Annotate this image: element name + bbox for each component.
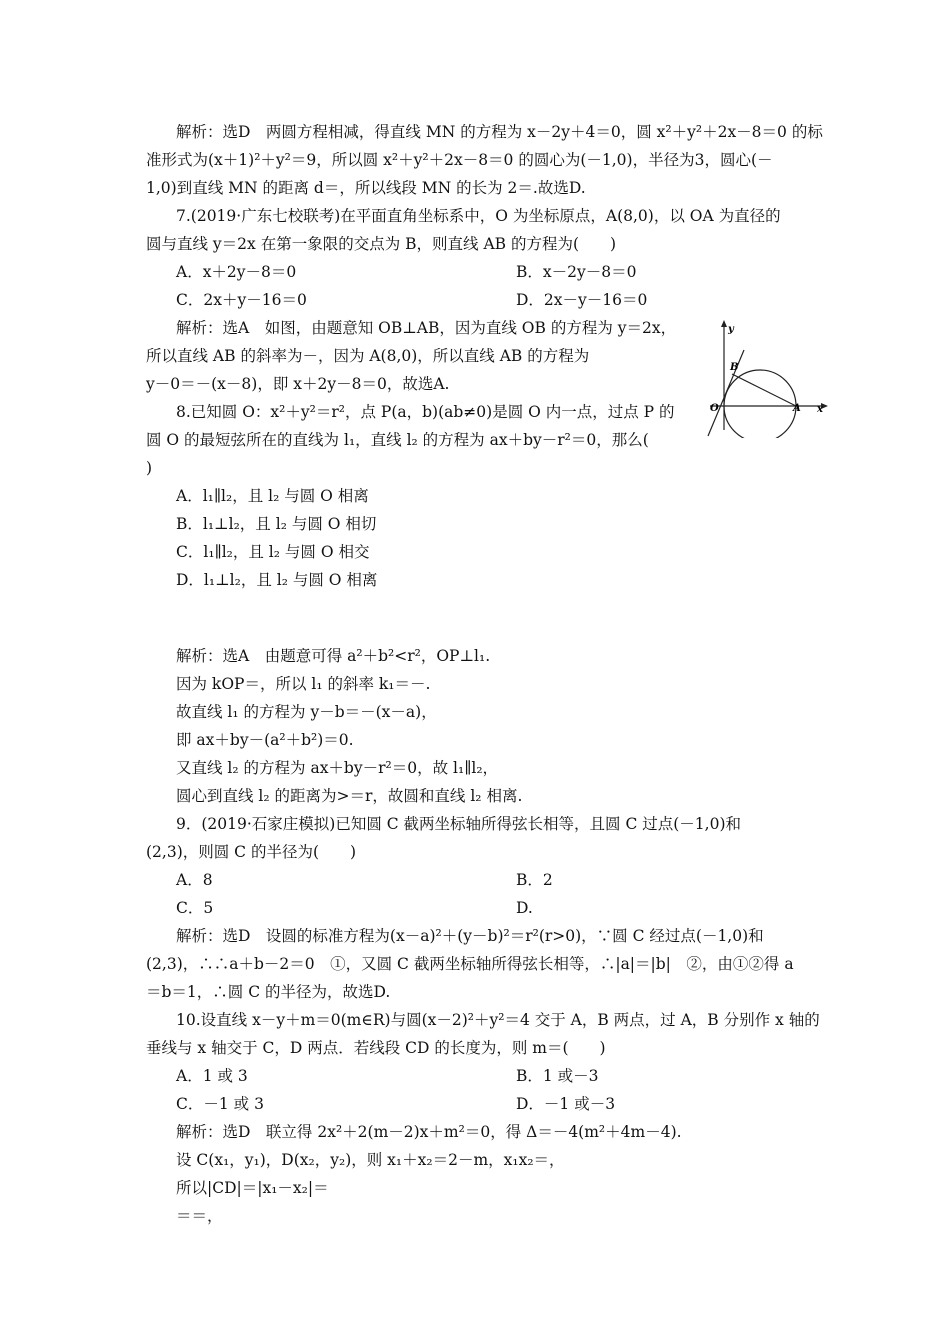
text-line: 解析：选D 设圆的标准方程为(x－a)²＋(y－b)²＝r²(r>0)，∵圆 C 经过点(－1,0)和	[176, 927, 764, 945]
figure-label: O	[710, 403, 719, 414]
option: D.	[516, 899, 533, 917]
option: A．l₁∥l₂，且 l₂ 与圆 O 相离	[176, 487, 369, 505]
option: C．l₁∥l₂，且 l₂ 与圆 O 相交	[176, 543, 370, 561]
option: C．2x＋y－16＝0	[176, 291, 307, 309]
option: B．2	[516, 871, 553, 889]
text-line: 故直线 l₁ 的方程为 y－b＝－(x－a)，	[176, 703, 437, 721]
text-line: 8.已知圆 O：x²＋y²＝r²，点 P(a，b)(ab≠0)是圆 O 内一点，过点 P 的	[176, 403, 675, 421]
option: A．x＋2y－8＝0	[176, 263, 297, 281]
text-line: )	[146, 459, 153, 477]
text-line: 解析：选D 联立得 2x²＋2(m－2)x＋m²＝0，得 Δ＝－4(m²＋4m－4).	[176, 1123, 682, 1141]
text-line: 设 C(x₁，y₁)，D(x₂，y₂)，则 x₁＋x₂＝2－m，x₁x₂＝，	[176, 1151, 565, 1169]
option: C．－1 或 3	[176, 1095, 264, 1113]
option: D．2x－y－16＝0	[516, 291, 648, 309]
text-line: (2,3)，∴∴a＋b－2＝0 ①，又圆 C 截两坐标轴所得弦长相等，∴|a|＝|b| ②，由①②得 a	[146, 955, 794, 973]
text-line: 1,0)到直线 MN 的距离 d＝，所以线段 MN 的长为 2＝.故选D.	[146, 179, 586, 197]
text-line: 所以|CD|＝|x₁－x₂|＝	[176, 1179, 329, 1197]
text-line: 圆与直线 y＝2x 在第一象限的交点为 B，则直线 AB 的方程为( )	[146, 235, 617, 253]
option: D．l₁⊥l₂，且 l₂ 与圆 O 相离	[176, 571, 378, 589]
text-line: 即 ax＋by－(a²＋b²)＝0.	[176, 731, 354, 749]
text-line: (2,3)，则圆 C 的半径为( )	[146, 843, 357, 861]
geometry-figure	[690, 318, 830, 438]
option: B．l₁⊥l₂，且 l₂ 与圆 O 相切	[176, 515, 377, 533]
option: C．5	[176, 899, 214, 917]
text-line: 解析：选A 如图，由题意知 OB⊥AB，因为直线 OB 的方程为 y＝2x，	[176, 319, 677, 337]
text-line: ＝b＝1，∴圆 C 的半径为，故选D.	[146, 983, 391, 1001]
text-line: 因为 kOP＝，所以 l₁ 的斜率 k₁＝－.	[176, 675, 431, 693]
text-line: 10.设直线 x－y＋m＝0(m∈R)与圆(x－2)²＋y²＝4 交于 A，B 两点，过 A，B 分别作 x 轴的	[176, 1011, 820, 1029]
option: B．x－2y－8＝0	[516, 263, 637, 281]
text-line: 所以直线 AB 的斜率为－，因为 A(8,0)，所以直线 AB 的方程为	[146, 347, 590, 365]
option: D．－1 或－3	[516, 1095, 616, 1113]
text-line: 7.(2019·广东七校联考)在平面直角坐标系中，O 为坐标原点，A(8,0)，以 OA 为直径的	[176, 207, 781, 225]
figure-label: x	[817, 404, 823, 415]
option: A．8	[176, 871, 213, 889]
figure-label: y	[728, 324, 734, 335]
text-line: 准形式为(x＋1)²＋y²＝9，所以圆 x²＋y²＋2x－8＝0 的圆心为(－1,0)，半径为3，圆心(－	[146, 151, 773, 169]
text-line: 垂线与 x 轴交于 C，D 两点．若线段 CD 的长度为，则 m＝( )	[146, 1039, 606, 1057]
option: A．1 或 3	[176, 1067, 248, 1085]
text-line: 圆 O 的最短弦所在的直线为 l₁，直线 l₂ 的方程为 ax＋by－r²＝0，那么(	[146, 431, 649, 449]
text-line: 又直线 l₂ 的方程为 ax＋by－r²＝0，故 l₁∥l₂，	[176, 759, 499, 777]
text-line: 圆心到直线 l₂ 的距离为>＝r，故圆和直线 l₂ 相离.	[176, 787, 523, 805]
figure-label: B	[730, 362, 739, 373]
text-line: 9．(2019·石家庄模拟)已知圆 C 截两坐标轴所得弦长相等，且圆 C 过点(－1,0)和	[176, 815, 742, 833]
text-line: y－0＝－(x－8)，即 x＋2y－8＝0，故选A.	[146, 375, 450, 393]
text-line: ＝＝，	[176, 1207, 223, 1225]
figure-label: A	[793, 403, 801, 414]
text-line: 解析：选D 两圆方程相减，得直线 MN 的方程为 x－2y＋4＝0，圆 x²＋y²＋2x－8＝0 的标	[176, 123, 823, 141]
text-line: 解析：选A 由题意可得 a²＋b²<r²，OP⊥l₁.	[176, 647, 491, 665]
option: B．1 或－3	[516, 1067, 599, 1085]
